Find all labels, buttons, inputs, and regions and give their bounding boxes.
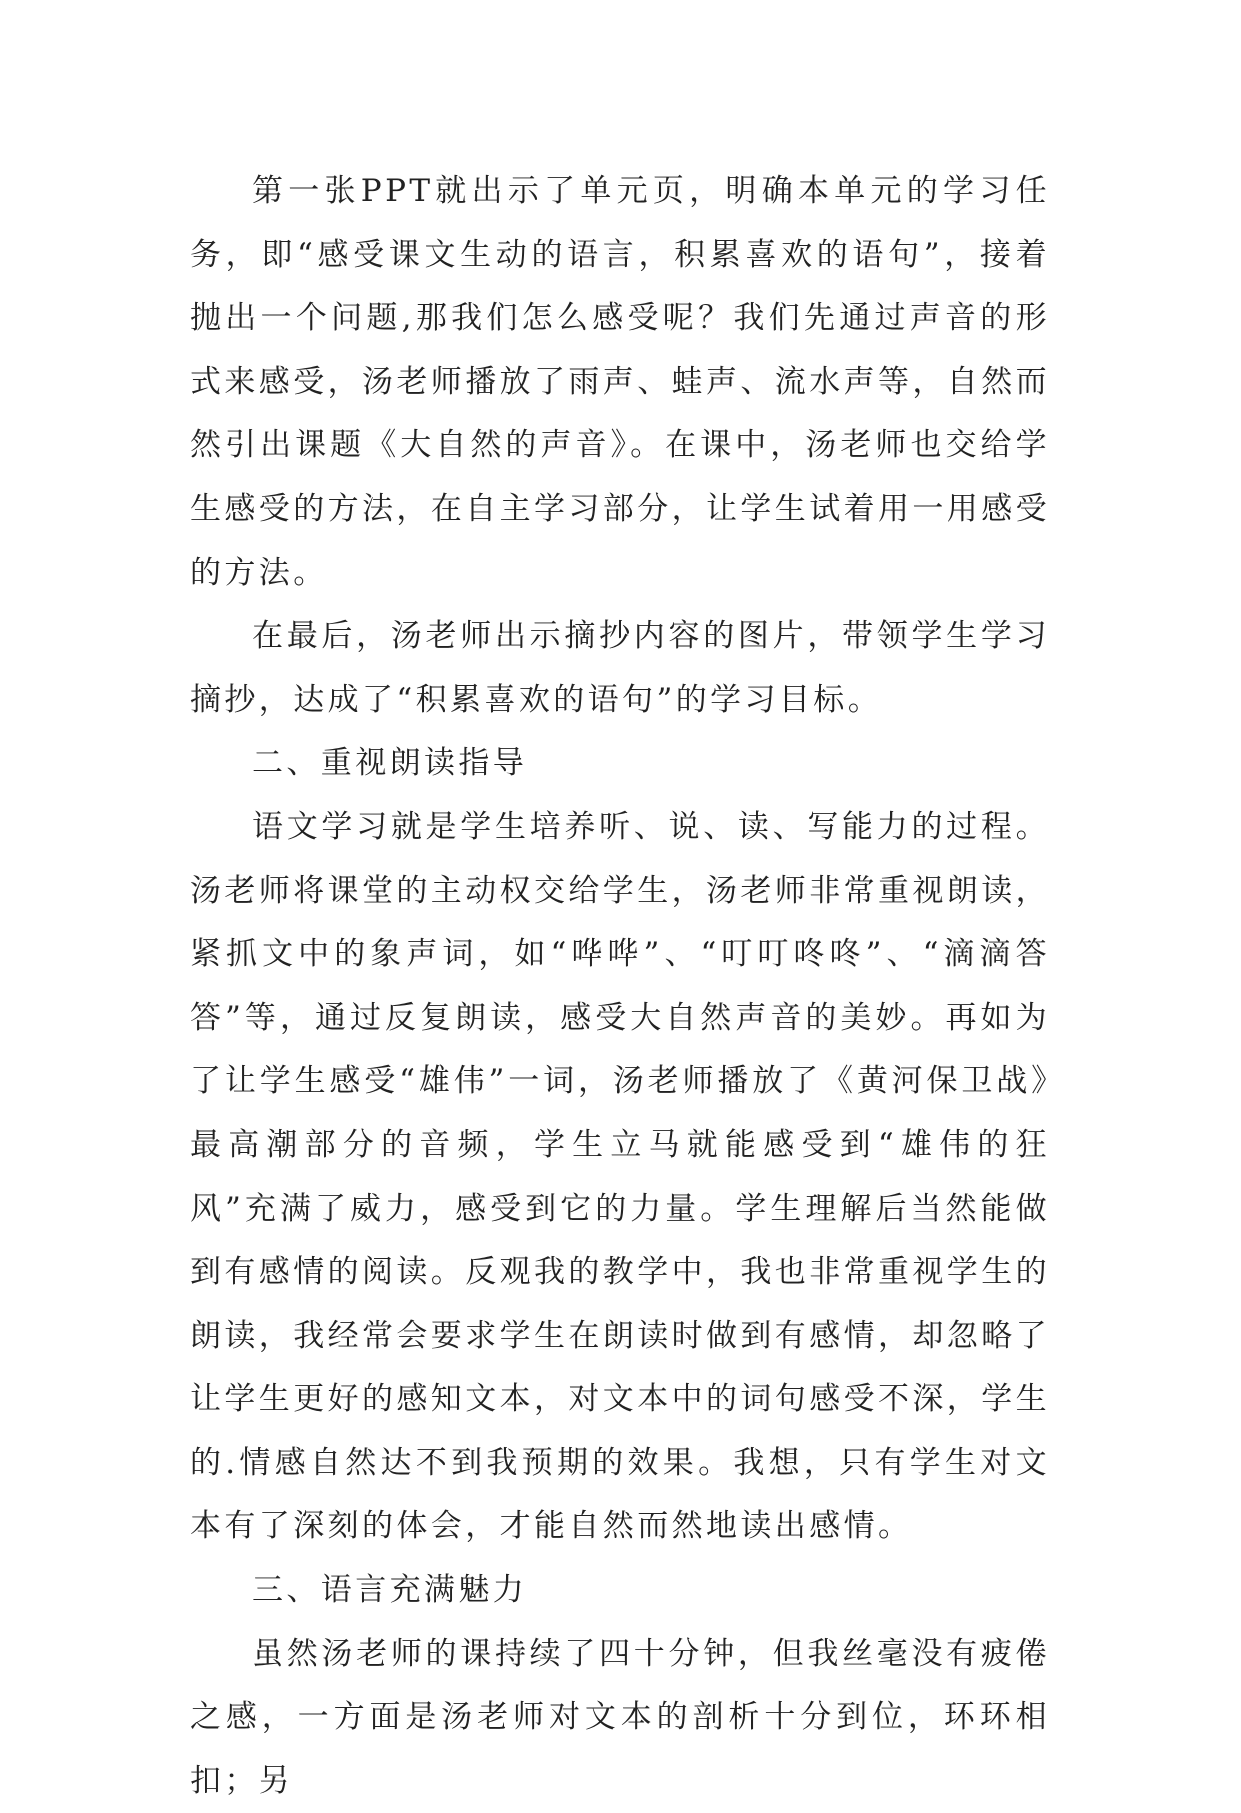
section-heading-language: 三、语言充满魅力 bbox=[252, 1572, 528, 1609]
section-heading-reading: 二、重视朗读指导 bbox=[252, 745, 528, 782]
document-body bbox=[190, 160, 1050, 1813]
paragraph-language-charm: 虽然汤老师的课持续了四十分钟，但我丝毫没有疲倦之感，一方面是汤老师对文本的剖析十分到位，环环相扣；另 bbox=[190, 1635, 1050, 1799]
paragraph-excerpt-goal: 在最后，汤老师出示摘抄内容的图片，带领学生学习摘抄，达成了“积累喜欢的语句”的学习目标。 bbox=[190, 618, 1050, 718]
paragraph-reading-guidance: 语文学习就是学生培养听、说、读、写能力的过程。汤老师将课堂的主动权交给学生，汤老师非常重视朗读，紧抓文中的象声词，如“哗哗”、“叮叮咚咚”、“滴滴答答”等，通过反复朗读，感受大自然声音的美妙。再如为了让学生感受“雄伟”一词，汤老师播放了《黄河保卫战》最高潮部分的音频，学生立马就能感受到“雄伟的狂风”充满了威力，感受到它的力量。学生理解后当然能做到有感情的阅读。反观我的教学中，我也非常重视学生的朗读，我经常会要求学生在朗读时做到有感情，却忽略了让学生更好的感知文本，对文本中的词句感受不深，学生的.情感自然达不到我预期的效果。我想，只有学生对文本有了深刻的体会，才能自然而然地读出感情。 bbox=[190, 808, 1050, 1545]
paragraph-unit-intro: 第一张PPT就出示了单元页，明确本单元的学习任务，即“感受课文生动的语言，积累喜欢的语句”，接着抛出一个问题,那我们怎么感受呢？我们先通过声音的形式来感受，汤老师播放了雨声、蛙声、流水声等，自然而然引出课题《大自然的声音》。在课中，汤老师也交给学生感受的方法，在自主学习部分，让学生试着用一用感受的方法。 bbox=[190, 173, 1050, 591]
